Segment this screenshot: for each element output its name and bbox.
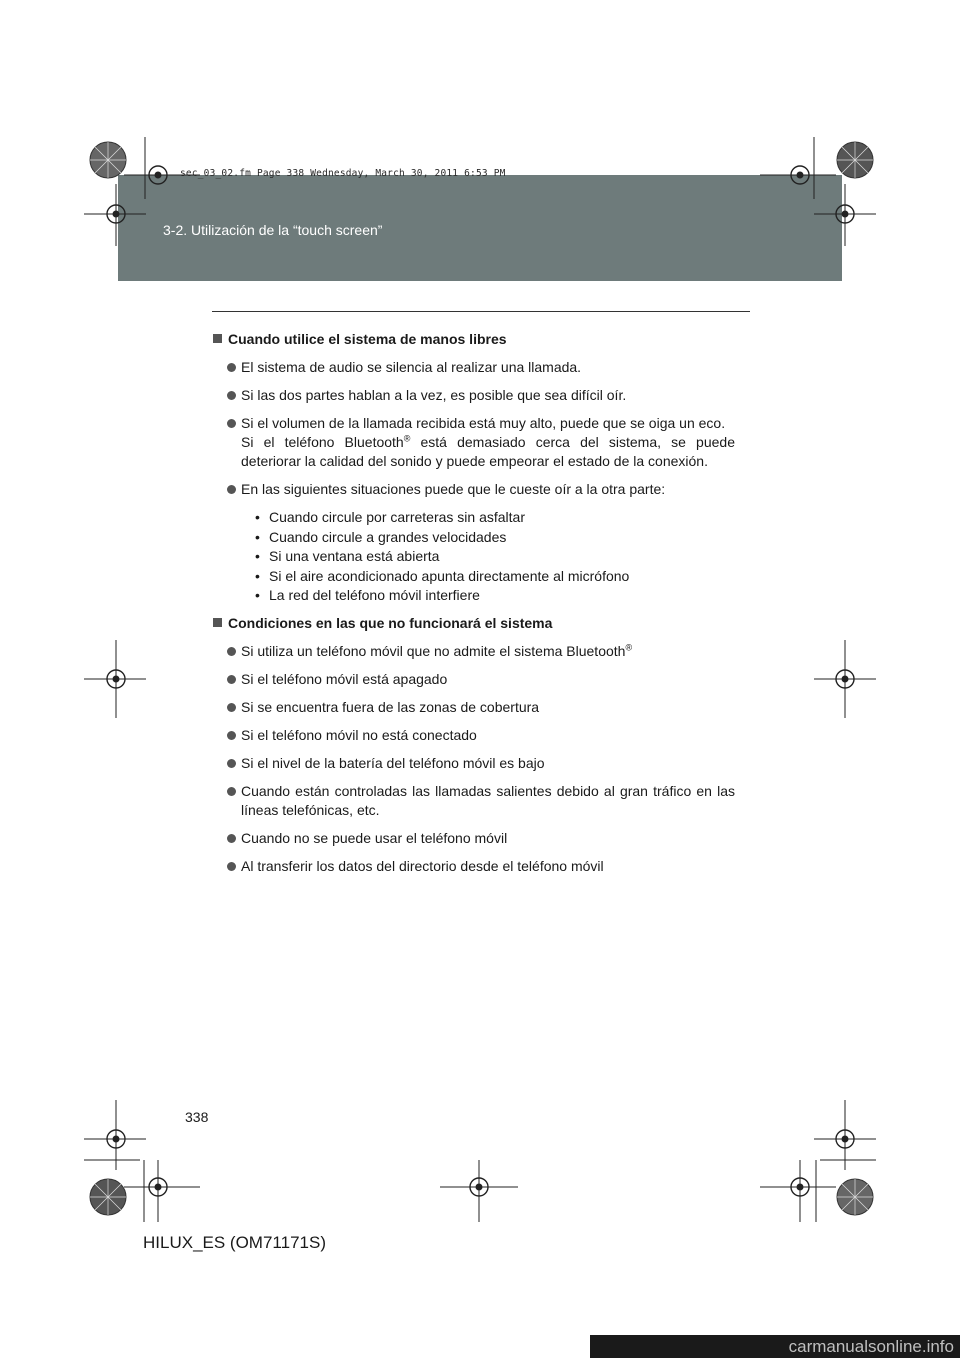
file-stamp: sec_03_02.fm Page 338 Wednesday, March 30, 2011 6:53 PM (180, 168, 506, 179)
list-item (227, 857, 735, 876)
item-text: Si el nivel de la batería del teléfono móvil es bajo (241, 754, 545, 771)
model-code: HILUX_ES (OM71171S) (143, 1233, 326, 1252)
sub-bullet: • (255, 548, 260, 564)
item-line: Si el volumen de la llamada recibida está muy alto, puede que se oiga un eco. (241, 415, 726, 431)
bullet-dot-icon (227, 675, 236, 684)
item-text: Si las dos partes hablan a la vez, es posible que sea difícil oír. (241, 387, 627, 403)
heading-text: Condiciones en las que no funcionará el sistema (228, 614, 553, 631)
sub-item-text: Cuando circule por carreteras sin asfaltar (269, 509, 526, 525)
item-line (241, 433, 735, 471)
bullet-dot-icon (227, 731, 236, 740)
sub-bullet: • (255, 528, 260, 545)
sub-item-text: Cuando circule a grandes velocidades (269, 528, 507, 545)
section-heading (213, 614, 735, 633)
registered-mark: ® (625, 641, 633, 652)
list-item (227, 358, 735, 377)
item-line-part: está demasiado cerca del sistema, se puede deteriorar la calidad del sonido y puede empeorar el estado de la conexión. (241, 434, 735, 469)
sub-item (255, 528, 735, 548)
bullet-dot-icon (227, 787, 236, 796)
item-text-block (241, 642, 735, 661)
bullet-dot-icon (227, 703, 236, 712)
list-item (227, 642, 735, 661)
item-text: Cuando no se puede usar el teléfono móvil (241, 829, 508, 846)
bullet-dot-icon (227, 363, 236, 372)
item-line-part: Si utiliza un teléfono móvil que no admite el sistema Bluetooth (241, 642, 626, 659)
bullet-dot-icon (227, 419, 236, 428)
bullet-dot-icon (227, 759, 236, 768)
sub-item (255, 508, 735, 528)
list-item (227, 754, 735, 773)
sub-bullet: • (255, 567, 260, 584)
item-text: Si se encuentra fuera de las zonas de cobertura (241, 698, 540, 715)
item-text: Al transferir los datos del directorio desde el teléfono móvil (241, 857, 604, 874)
list-item (227, 782, 735, 820)
square-bullet-icon (213, 618, 222, 627)
item-text: Si el teléfono móvil está apagado (241, 670, 448, 687)
list-item (227, 386, 735, 405)
section-heading (213, 330, 735, 349)
bullet-dot-icon (227, 391, 236, 400)
registered-mark: ® (403, 433, 411, 444)
item-text-block (241, 414, 735, 471)
bullet-dot-icon (227, 647, 236, 656)
sub-item-text: La red del teléfono móvil interfiere (269, 587, 480, 603)
sub-bullet: • (255, 587, 260, 603)
sub-list (255, 508, 735, 606)
bullet-dot-icon (227, 485, 236, 494)
item-line-part: Si el teléfono Bluetooth (241, 434, 404, 450)
list-item (227, 698, 735, 717)
page-number: 338 (185, 1109, 209, 1125)
list-item (227, 726, 735, 745)
square-bullet-icon (213, 334, 222, 343)
sub-item (255, 547, 735, 567)
sub-bullet: • (255, 509, 260, 525)
top-rule (212, 311, 750, 312)
sub-item-text: Si una ventana está abierta (269, 548, 440, 564)
list-item (227, 829, 735, 848)
sub-item (255, 586, 735, 606)
section-title: 3-2. Utilización de la “touch screen” (163, 222, 383, 238)
list-item (227, 414, 735, 471)
item-text: Cuando están controladas las llamadas salientes debido al gran tráfico en las líneas telefónicas, etc. (241, 782, 735, 818)
item-text: Si el teléfono móvil no está conectado (241, 726, 477, 743)
list-item (227, 480, 735, 499)
sub-item-text: Si el aire acondicionado apunta directamente al micrófono (269, 567, 630, 584)
bullet-dot-icon (227, 862, 236, 871)
list-item (227, 670, 735, 689)
bullet-dot-icon (227, 834, 236, 843)
sub-item (255, 567, 735, 587)
heading-text: Cuando utilice el sistema de manos libres (228, 331, 507, 347)
item-text: El sistema de audio se silencia al realizar una llamada. (241, 359, 582, 375)
watermark-link[interactable]: carmanualsonline.info (590, 1335, 960, 1358)
main-content (213, 330, 735, 885)
item-text: En las siguientes situaciones puede que le cueste oír a la otra parte: (241, 481, 666, 497)
